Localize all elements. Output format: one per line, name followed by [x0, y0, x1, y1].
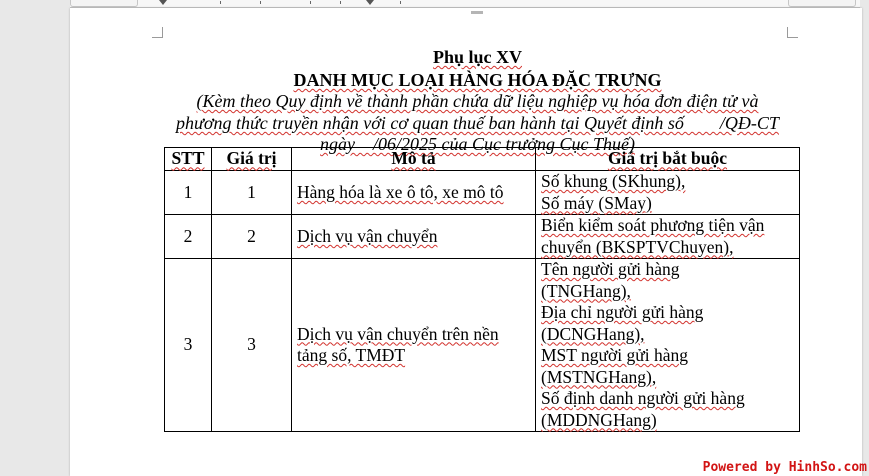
required-line: (MDDNGHang): [541, 409, 657, 430]
subtitle-line-3-text: ngày /06/2025 của Cục trưởng Cục Thuế): [320, 134, 635, 154]
appendix-heading: [70, 47, 869, 68]
required-line: Số máy (SMay): [541, 192, 652, 213]
subtitle-line-2-text: phương thức truyền nhận với cơ quan thuế ban hành tại Quyết định số /QĐ-CT: [176, 113, 779, 133]
subtitle-line-1: [70, 91, 869, 112]
required-line: MST người gửi hàng: [541, 345, 689, 365]
cell-description[interactable]: Dịch vụ vận chuyển: [292, 215, 536, 259]
cell-value[interactable]: 2: [212, 215, 292, 259]
table-header-row: [165, 148, 800, 171]
column-header-description: Mô tả: [292, 148, 536, 171]
cell-stt[interactable]: 2: [165, 215, 212, 259]
appendix-heading-text: Phụ lục XV: [432, 47, 522, 67]
column-header-required: Giá trị bắt buộc: [536, 148, 800, 171]
required-line: Tên người gửi hàng: [541, 259, 680, 279]
table-row: [165, 171, 800, 215]
ruler-tick: [340, 1, 341, 4]
table-row: [165, 215, 800, 259]
required-line: (TNGHang),: [541, 280, 631, 301]
required-line: (MSTNGHang),: [541, 366, 657, 387]
cell-stt[interactable]: 3: [165, 259, 212, 432]
cell-description[interactable]: [292, 259, 536, 432]
cell-stt[interactable]: 1: [165, 171, 212, 215]
cell-required-values[interactable]: [536, 259, 800, 432]
ruler-tick: [260, 1, 261, 4]
table-row: [165, 259, 800, 432]
document-title: [70, 70, 869, 91]
required-line: Số khung (SKhung),: [541, 171, 686, 191]
column-header-stt: STT: [165, 148, 212, 171]
ruler-tick: [400, 1, 401, 4]
required-line: Địa chỉ người gửi hàng: [541, 302, 704, 322]
goods-category-table: [164, 147, 800, 432]
page-drag-handle[interactable]: [471, 11, 483, 14]
required-line: (DCNGHang),: [541, 323, 645, 344]
subtitle-line-1-text: (Kèm theo Quy định về thành phần chứa dữ liệu nghiệp vụ hóa đơn điện tử và: [196, 91, 759, 111]
ruler-right-tab[interactable]: [788, 0, 856, 7]
tab-stop-marker[interactable]: [366, 0, 374, 5]
left-indent-marker[interactable]: [159, 0, 167, 5]
cell-required-values[interactable]: [536, 171, 800, 215]
watermark: Powered by HinhSo.com: [702, 460, 867, 475]
cell-value[interactable]: 3: [212, 259, 292, 432]
description-line: tảng số, TMĐT: [297, 345, 406, 365]
margin-corner-top-right: [787, 27, 798, 38]
description-line: Dịch vụ vận chuyển trên nền: [297, 323, 499, 344]
column-header-value: Giá trị: [212, 148, 292, 171]
required-line: Biển kiểm soát phương tiện vận: [541, 215, 765, 235]
cell-required-values[interactable]: [536, 215, 800, 259]
horizontal-ruler[interactable]: [70, 0, 860, 8]
ruler-tick: [310, 1, 311, 4]
required-line: Số định danh người gửi hàng: [541, 388, 745, 408]
cell-value[interactable]: 1: [212, 171, 292, 215]
cell-description[interactable]: Hàng hóa là xe ô tô, xe mô tô: [292, 171, 536, 215]
ruler-left-tab[interactable]: [70, 0, 138, 7]
ruler-tick: [220, 1, 221, 4]
margin-corner-top-left: [152, 27, 163, 38]
document-title-text: DANH MỤC LOẠI HÀNG HÓA ĐẶC TRƯNG: [293, 70, 662, 90]
required-line: chuyển (BKSPTVChuyen),: [541, 236, 734, 257]
subtitle-line-2: [70, 113, 869, 134]
